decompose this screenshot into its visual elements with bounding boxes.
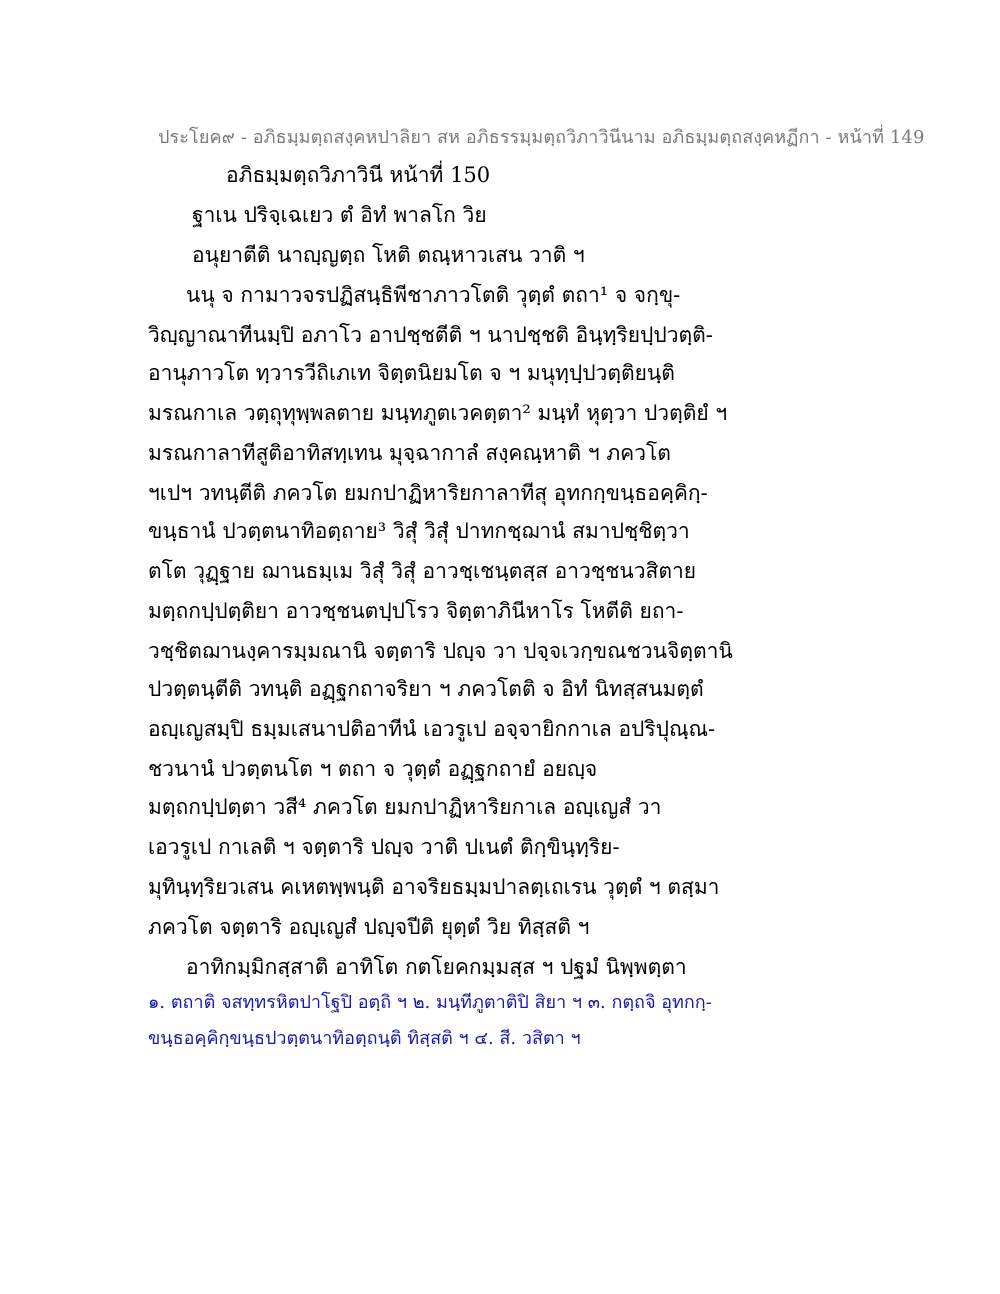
paragraph-line: เอวรูเป กาเลติ ฯ จตฺตาริ ปญฺจ วาติ ปเนตํ ติกฺขินฺทฺริย-: [148, 835, 620, 859]
paragraph-line: อญฺเญสมฺปิ ธมฺมเสนาปติอาทีนํ เอวรูเป อจฺจายิกกาเล อปริปุณฺณ-: [148, 717, 716, 741]
paragraph-line: วิญฺญาณาทีนมฺปิ อภาโว อาปชฺชตีติ ฯ นาปชฺชติ อินฺทฺริยปฺปวตฺติ-: [148, 323, 713, 347]
verse-line: อนุยาตีติ นาญฺญตฺถ โหติ ตณฺหาวเสน วาติ ฯ: [192, 243, 585, 267]
paragraph-line: ชวนานํ ปวตฺตนโต ฯ ตถา จ วุตฺตํ อฏฺฐกถายํ อยญฺจ: [148, 757, 598, 781]
paragraph-line: มรณกาลาทีสูติอาทิสทฺเทน มุจฺฉากาลํ สงฺคณฺหาติ ฯ ภควโต: [148, 441, 671, 465]
paragraph-line: ภควโต จตฺตาริ อญฺเญสํ ปญฺจปีติ ยุตฺตํ วิย ทิสฺสติ ฯ: [148, 915, 590, 939]
paragraph-line: ขนฺธานํ ปวตฺตนาทิอตฺถาย³ วิสุํ วิสุํ ปาทกชฺฌานํ สมาปชฺชิตฺวา: [148, 519, 690, 543]
paragraph-line: มุทินฺทฺริยวเสน คเหตพฺพนฺติ อาจริยธมฺมปาลตฺเถเรน วุตฺตํ ฯ ตสฺมา: [148, 875, 720, 899]
footnote-line: ขนฺธอคฺคิกฺขนฺธปวตฺตนาทิอตฺถนฺติ ทิสฺสติ ฯ ๔. สี. วสิตา ฯ: [148, 1028, 581, 1049]
verse-line: ฐาเน ปริจฺเฉเยว ตํ อิทํ พาลโก วิย: [192, 203, 487, 227]
paragraph-line: มตฺถกปฺปตฺติยา อาวชฺชนตปฺปโรว จิตฺตาภินีหาโร โหตีติ ยถา-: [148, 599, 684, 623]
running-header: ประโยค๙ - อภิธมฺมตฺถสงฺคหปาลิยา สห อภิธรรมฺมตฺถวิภาวินีนาม อภิธมฺมตฺถสงฺคหฏีกา - หน้าที่ 149: [158, 127, 925, 148]
paragraph-line: ตโต วุฏฺฐาย ฌานธมฺเม วิสุํ วิสุํ อาวชฺเชนฺตสฺส อาวชฺชนวสิตาย: [148, 559, 697, 583]
paragraph-line: ปวตฺตนฺตีติ วทนฺติ อฏฺฐกถาจริยา ฯ ภควโตติ จ อิทํ นิทสฺสนมตฺตํ: [148, 677, 704, 701]
paragraph-line: อานุภาวโต ทฺวารวีถิเภเท จิตฺตนิยมโต จ ฯ มนุทฺปฺปวตฺติยนฺติ: [148, 361, 675, 385]
paragraph-line: นนุ จ กามาวจรปฏิสนฺธิพีชาภาวโตติ วุตฺตํ ตถา¹ จ จกฺขุ-: [186, 283, 681, 307]
paragraph-line: ฯเปฯ วทนฺตีติ ภควโต ยมกปาฏิหาริยกาลาทีสุ อุทกกฺขนฺธอคฺคิกฺ-: [148, 481, 708, 505]
paragraph-line: อาทิกมฺมิกสฺสาติ อาทิโต กตโยคกมฺมสฺส ฯ ปฐมํ นิพฺพตฺตา: [186, 955, 687, 979]
footnote-line: ๑. ตถาติ จสทฺทรหิตปาโฐปิ อตฺถิ ฯ ๒. มนฺทีภูตาติปิ สิยา ฯ ๓. กตฺถจิ อุทกกฺ-: [148, 992, 712, 1013]
paragraph-line: มรณกาเล วตฺถุทุพฺพลตาย มนฺทภูตเวคตฺตา² มนฺทํ หุตฺวา ปวตฺติยํ ฯ: [148, 401, 728, 425]
page-heading: อภิธมฺมตฺถวิภาวินี หน้าที่ 150: [226, 163, 491, 187]
paragraph-line: มตฺถกปฺปตฺตา วสี⁴ ภควโต ยมกปาฏิหาริยกาเล อญฺเญสํ วา: [148, 795, 662, 819]
paragraph-line: วชฺชิตฌานงฺคารมฺมณานิ จตฺตาริ ปญฺจ วา ปจฺจเวกฺขณชวนจิตฺตานิ: [148, 639, 733, 663]
